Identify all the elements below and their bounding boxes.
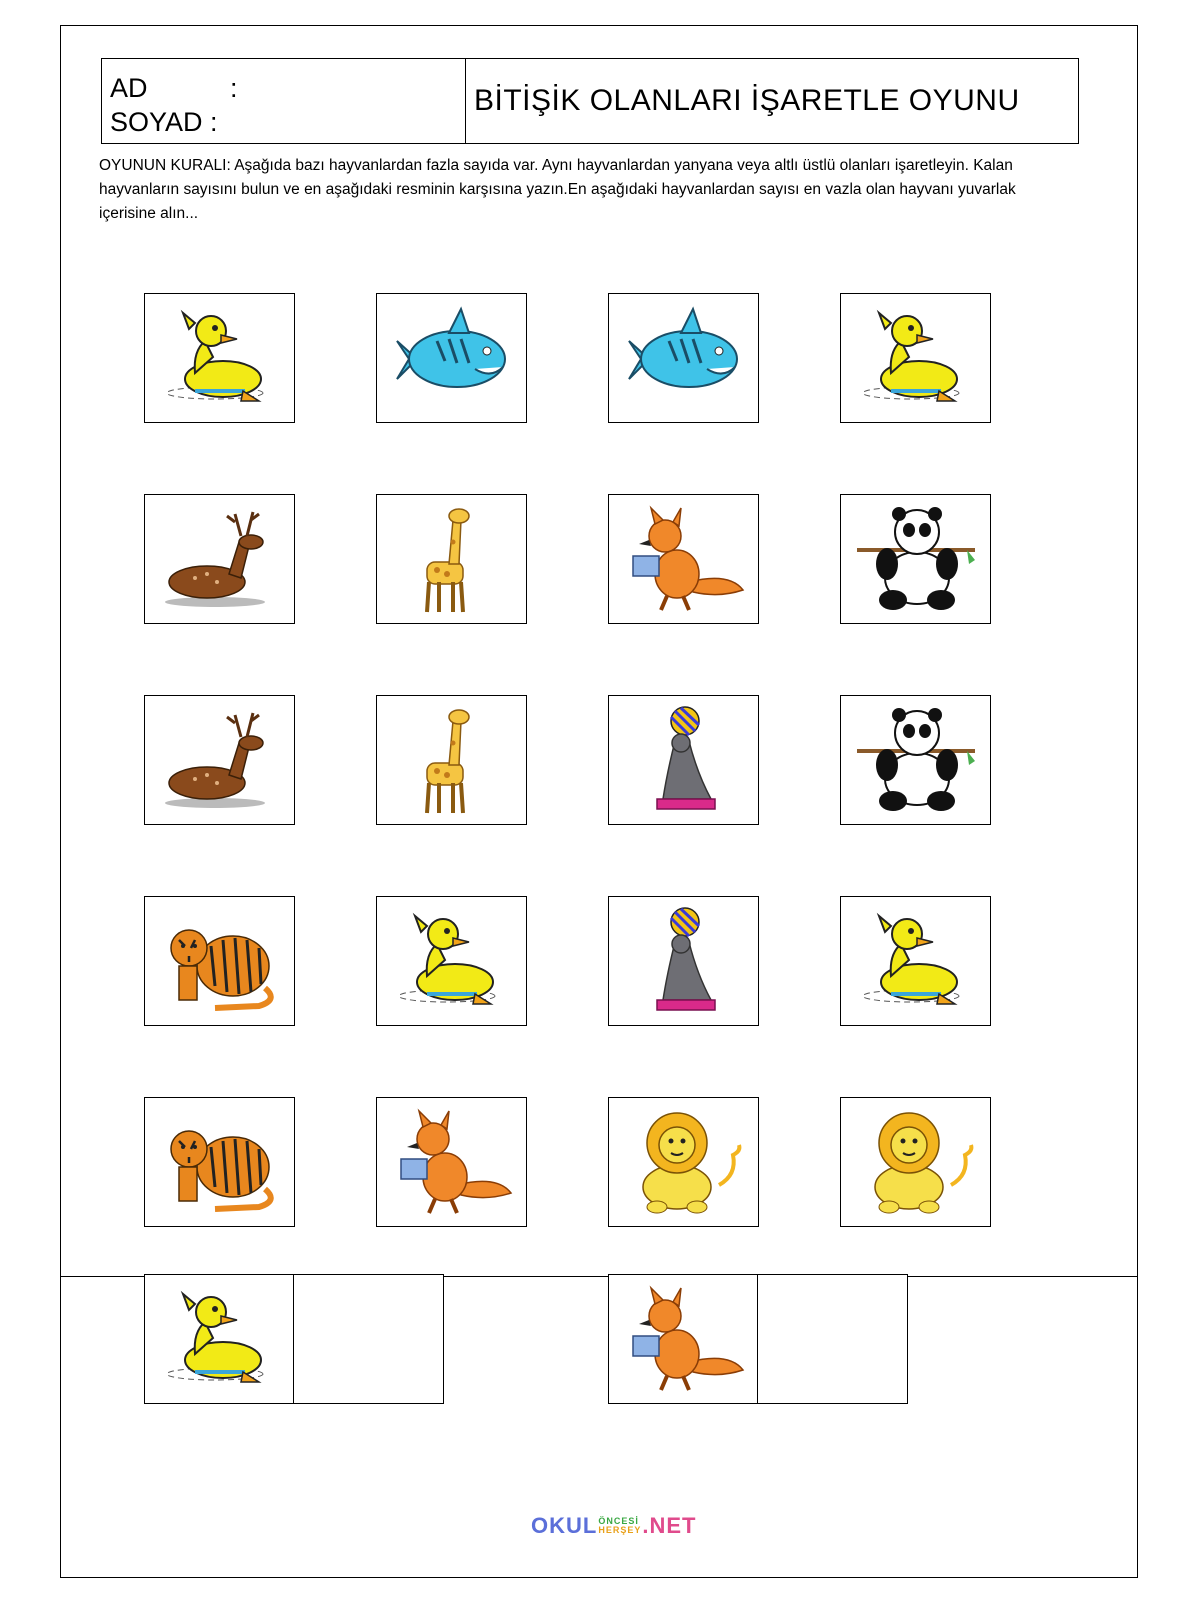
animal-card[interactable] bbox=[608, 1097, 759, 1227]
animal-card[interactable] bbox=[144, 695, 295, 825]
animal-card[interactable] bbox=[144, 293, 295, 423]
lion-icon bbox=[851, 1105, 981, 1220]
animal-card[interactable] bbox=[608, 293, 759, 423]
animal-card[interactable] bbox=[376, 494, 527, 624]
tiger-icon bbox=[155, 904, 285, 1019]
animal-card[interactable] bbox=[144, 494, 295, 624]
giraffe-icon bbox=[387, 502, 517, 617]
duck-icon bbox=[155, 301, 285, 416]
deer-icon bbox=[155, 703, 285, 818]
shark-icon bbox=[387, 301, 517, 416]
fox-icon bbox=[619, 502, 749, 617]
logo-okul: OKUL bbox=[531, 1513, 598, 1538]
animal-card[interactable] bbox=[608, 494, 759, 624]
fox-icon bbox=[619, 1282, 749, 1397]
animal-card[interactable] bbox=[376, 896, 527, 1026]
animal-card[interactable] bbox=[840, 1097, 991, 1227]
header-box bbox=[101, 58, 1079, 144]
animal-card[interactable] bbox=[376, 293, 527, 423]
site-logo bbox=[531, 1513, 696, 1539]
panda-icon bbox=[851, 502, 981, 617]
answer-count-box[interactable] bbox=[757, 1274, 908, 1404]
game-rules: OYUNUN KURALI: Aşağıda bazı hayvanlardan fazla sayıda var. Aynı hayvanlardan yanyana veya altlı üstlü olanları işaretleyin. Kalan hayvanların sayısını bulun ve en aşağıdaki resminin karşısına yazın.En aşağıdaki hayvanlardan sayısı en vazla olan hayvanı yuvarlak içerisine alın... bbox=[99, 157, 1016, 222]
answer-animal-card bbox=[144, 1274, 295, 1404]
animal-card[interactable] bbox=[608, 695, 759, 825]
animal-card[interactable] bbox=[608, 896, 759, 1026]
duck-icon bbox=[155, 1282, 285, 1397]
duck-icon bbox=[387, 904, 517, 1019]
logo-middle bbox=[598, 1517, 641, 1535]
answer-count-box[interactable] bbox=[293, 1274, 444, 1404]
logo-net: .NET bbox=[642, 1513, 697, 1538]
seal-icon bbox=[619, 703, 749, 818]
animal-card[interactable] bbox=[840, 695, 991, 825]
animal-card[interactable] bbox=[144, 1097, 295, 1227]
animal-card[interactable] bbox=[840, 896, 991, 1026]
answer-animal-card bbox=[608, 1274, 759, 1404]
animal-card[interactable] bbox=[840, 494, 991, 624]
giraffe-icon bbox=[387, 703, 517, 818]
animal-card[interactable] bbox=[376, 1097, 527, 1227]
shark-icon bbox=[619, 301, 749, 416]
logo-top: ÖNCESİ bbox=[598, 1516, 639, 1526]
ad-colon: : bbox=[230, 73, 238, 103]
seal-icon bbox=[619, 904, 749, 1019]
name-fields bbox=[102, 59, 466, 143]
deer-icon bbox=[155, 502, 285, 617]
animal-card[interactable] bbox=[376, 695, 527, 825]
animal-card[interactable] bbox=[144, 896, 295, 1026]
tiger-icon bbox=[155, 1105, 285, 1220]
duck-icon bbox=[851, 301, 981, 416]
duck-icon bbox=[851, 904, 981, 1019]
worksheet-title: BİTİŞİK OLANLARI İŞARETLE OYUNU bbox=[474, 84, 1020, 117]
animal-card[interactable] bbox=[840, 293, 991, 423]
logo-bottom: HERŞEY bbox=[598, 1525, 642, 1535]
panda-icon bbox=[851, 703, 981, 818]
fox-icon bbox=[387, 1105, 517, 1220]
lion-icon bbox=[619, 1105, 749, 1220]
ad-label: AD bbox=[110, 73, 148, 103]
worksheet bbox=[60, 25, 1138, 1578]
soyad-label: SOYAD : bbox=[110, 107, 218, 137]
